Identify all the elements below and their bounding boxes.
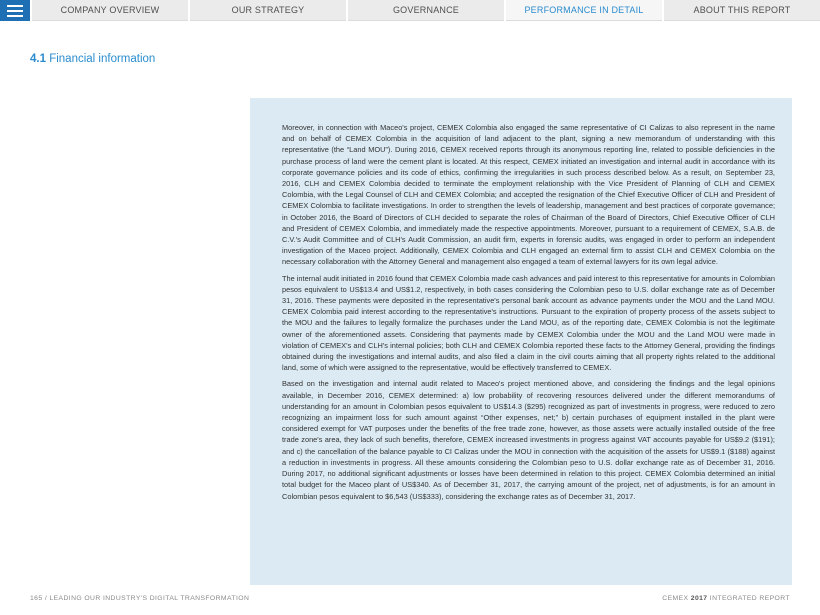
section-title: Financial information: [49, 53, 156, 65]
footer-year: 2017: [690, 595, 708, 602]
paragraph: The internal audit initiated in 2016 found that CEMEX Colombia made cash advances and paid interest to this representative for amounts in Colombian pesos equivalent to US$13.4 and US$1.2, respectively, in both cases considering the Colombian peso to U.S. dollar exchange rate as of December 31, 2016. These payments were deposited in the representative's personal bank account as advance payments under the MOU and the Land MOU. CEMEX Colombia paid interest according to the representative's instructions. Pursuant to the expiration of property process of the assets subject to the MOU and the failures to legally formalize the purchases under the Land MOU, as of the reporting date, CEMEX Colombia is not the legitimate owner of the aforementioned assets. Considering that payments made by CEMEX Colombia under the MOU and the Land MOU were made in violation of CEMEX's and CLH's internal policies; both CLH and CEMEX Colombia reported these facts to the Attorney General, providing the findings obtained during the investigations and internal audits, and also filed a claim in the civil courts aiming that all property rights related to the additional land, some of which were assigned to the representative, would be effectively transferred to CEMEX.: [282, 273, 775, 373]
top-navigation: [0, 0, 820, 21]
footer-report-title: INTEGRATED REPORT: [709, 595, 790, 602]
section-number: 4.1: [30, 53, 46, 65]
tab-company-overview[interactable]: COMPANY OVERVIEW: [32, 0, 188, 21]
tab-about-this-report[interactable]: ABOUT THIS REPORT: [664, 0, 820, 21]
tab-performance-in-detail[interactable]: PERFORMANCE IN DETAIL: [506, 0, 662, 21]
content-box: [250, 98, 792, 585]
footer-separator: /: [44, 595, 48, 602]
menu-bar: [7, 5, 23, 7]
footer-section-title: LEADING OUR INDUSTRY'S DIGITAL TRANSFORMATION: [49, 595, 250, 602]
tab-governance[interactable]: GOVERNANCE: [348, 0, 504, 21]
page-number: 165: [30, 595, 43, 602]
footer-left: [30, 595, 249, 602]
menu-bar: [7, 10, 23, 12]
footer-brand: CEMEX: [662, 595, 689, 602]
paragraph: Moreover, in connection with Maceo's project, CEMEX Colombia also engaged the same representative of CI Calizas to also represent in the name and on behalf of CEMEX Colombia in the acquisition of land adjacent to the plant, signing a new memorandum of understanding with this representative (the “Land MOU”). During 2016, CEMEX received reports through its anonymous reporting line, related to possible deficiencies in the purchase process of land were the cement plant is located. At this respect, CEMEX initiated an investigation and internal audit in accordance with its corporate governance policies and its code of ethics, confirming the irregularities in such process described below. As a result, on September 23, 2016, CLH and CEMEX Colombia decided to terminate the employment relationship with the Vice President of Planning of CLH and CEMEX Colombia, with the Legal Counsel of CLH and CEMEX Colombia; and accepted the resignation of the Chief Executive Officer of CLH and President of CEMEX Colombia to facilitate investigations. In order to strengthen the levels of leadership, management and best practices of corporate governance; in October 2016, the Board of Directors of CLH decided to separate the roles of Chairman of the Board of Directors, Chief Executive Officer of CLH and President of CEMEX Colombia, and immediately made the respective appointments. Moreover, pursuant to a requirement of CEMEX, S.A.B. de C.V.'s Audit Committee and of CLH's Audit Commission, an audit firm, experts in forensic audits, was engaged in order to perform an independent investigation of the Maceo project. Additionally, CEMEX Colombia and CLH engaged an external firm to assist CLH and CEMEX Colombia on the necessary collaboration with the Attorney General and management also engaged a team of external lawyers for its own legal advice.: [282, 123, 775, 267]
hamburger-menu-icon[interactable]: [0, 0, 30, 21]
paragraph: Based on the investigation and internal audit related to Maceo's project mentioned above, and considering the findings and the legal opinions available, in December 2016, CEMEX determined: a) low probability of recovering resources delivered under the different memorandums of understanding for an amount in Colombian pesos equivalent to US$14.3 ($295) recognized as part of investments in progress, were reduced to zero recognizing an impairment loss for such amount against “Other expenses, net;” b) certain purchases of equipment installed in the plant were considered exempt for VAT purposes under the benefits of the free trade zone, however, as those assets were actually installed outside of the free trade zone's area, they lack of such benefits, therefore, CEMEX increased investments in progress against VAT accounts payable for US$9.2 ($191); and c) the cancellation of the balance payable to CI Calizas under the MOU in connection with the acquisition of the assets for US$9.1 ($188) against a reduction in investments in progress. All these amounts considering the Colombian peso to U.S. dollar exchange rate as of December 31, 2016. During 2017, no additional significant adjustments or losses have been determined in relation to this project. CEMEX Colombia determined an initial total budget for the Maceo plant of US$340. As of December 31, 2017, the carrying amount of the project, net of adjustments, is for an amount in Colombian pesos equivalent to $6,543 (US$333), considering the exchange rates as of December 31, 2017.: [282, 379, 775, 501]
menu-bar: [7, 15, 23, 17]
footer-right: [662, 595, 790, 602]
tab-our-strategy[interactable]: OUR STRATEGY: [190, 0, 346, 21]
section-heading: [30, 53, 155, 65]
nav-tabs: [30, 0, 820, 21]
